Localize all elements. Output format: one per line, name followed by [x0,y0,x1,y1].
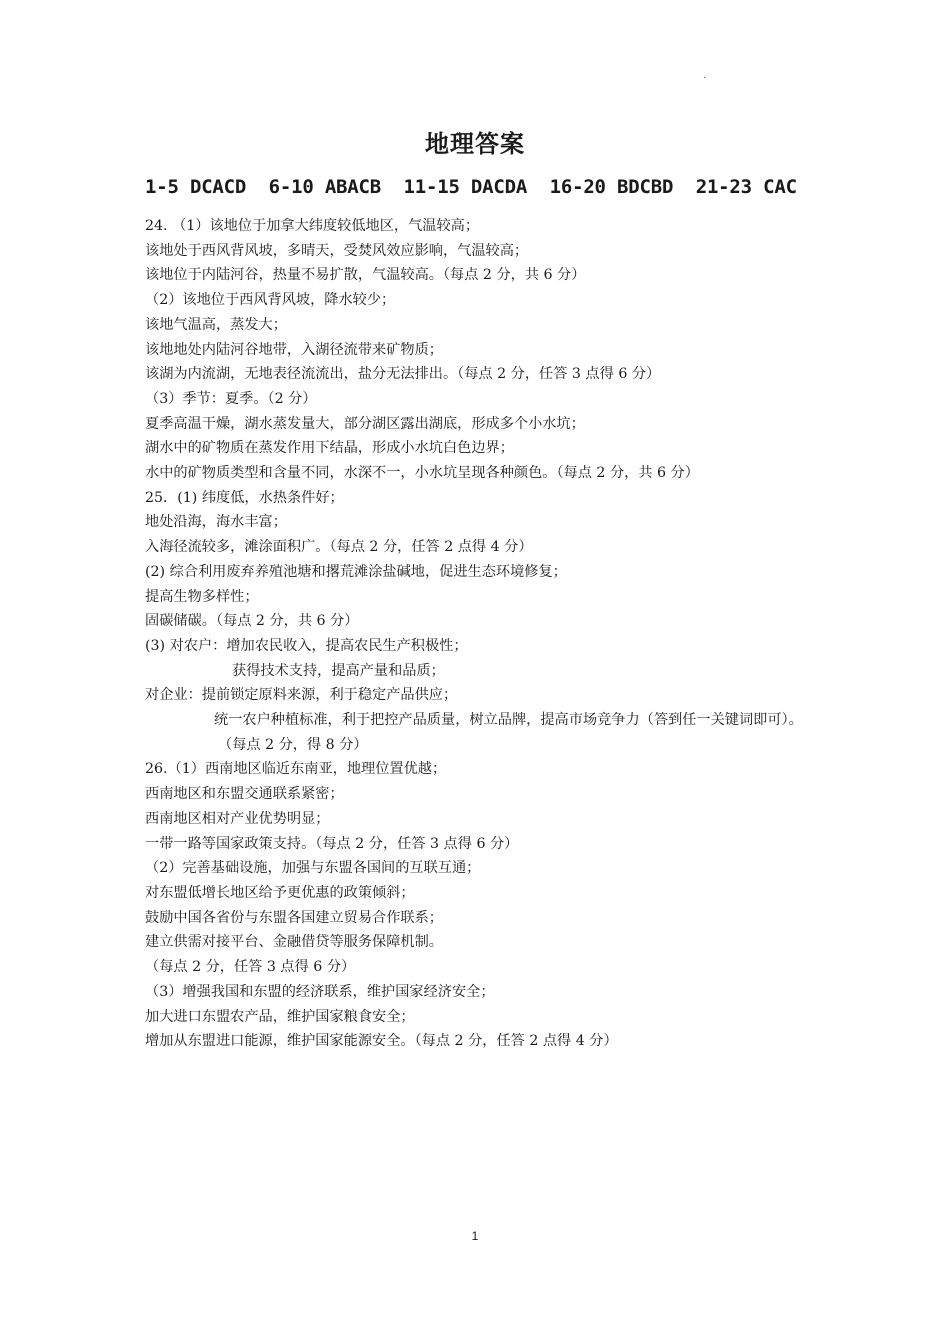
answer-line: 该地位于内陆河谷，热量不易扩散，气温较高。（每点 2 分，共 6 分） [145,267,586,284]
answer-line-text: 统一农户种植标准，利于把控产品质量，树立品牌，提高市场竞争力（答到任一关键词即可）。 [214,712,803,729]
answer-line: 该地气温高，蒸发大； [145,316,287,333]
answer-line [145,708,817,733]
answer-line: （3）季节：夏季。（2 分） [145,390,317,407]
answer-line: 西南地区和东盟交通联系紧密； [145,786,344,803]
answer-line: 增加从东盟进口能源，维护国家能源安全。（每点 2 分，任答 2 点得 4 分） [145,1033,618,1050]
answer-line: （2）完善基础设施，加强与东盟各国间的互联互通； [145,860,481,877]
answer-line: 该湖为内流湖，无地表径流流出，盐分无法排出。（每点 2 分，任答 3 点得 6 分） [145,366,661,383]
page-number: 1 [471,1229,479,1243]
answer-line: 固碳储碳。（每点 2 分，共 6 分） [145,613,359,630]
answer-line: 湖水中的矿物质在蒸发作用下结晶，形成小水坑白色边界； [145,440,514,457]
answer-line: 西南地区相对产业优势明显； [145,810,330,827]
answer-line: 夏季高温干燥，湖水蒸发量大，部分湖区露出湖底，形成多个小水坑； [145,415,585,432]
answer-line: 入海径流较多，滩涂面积广。（每点 2 分，任答 2 点得 4 分） [145,539,533,556]
answer-line: （3）增强我国和东盟的经济联系，维护国家经济安全； [145,983,495,1000]
answer-line: 25．(1) 纬度低，水热条件好； [145,489,344,506]
answer-line: 对企业：提前锁定原料来源，利于稳定产品供应； [145,687,458,704]
answer-line: （2）该地位于西风背风坡，降水较少； [145,292,396,309]
answer-line: 加大进口东盟农产品，维护国家粮食安全； [145,1008,415,1025]
page-title: 地理答案 [425,130,525,158]
header-mark: . [703,70,707,81]
answer-line: 对东盟低增长地区给予更优惠的政策倾斜； [145,884,415,901]
answer-line: （每点 2 分，任答 3 点得 6 分） [145,959,356,976]
answer-line: 获得技术支持，提高产量和品质； [232,662,445,679]
answer-line: 鼓励中国各省份与东盟各国建立贸易合作联系； [145,909,443,926]
answer-line: 该地地处内陆河谷地带，入湖径流带来矿物质； [145,341,443,358]
answer-line: (3) 对农户：增加农民收入，提高农民生产积极性； [145,637,468,654]
answer-line: 一带一路等国家政策支持。（每点 2 分，任答 3 点得 6 分） [145,835,519,852]
answer-line: 提高生物多样性； [145,588,259,605]
answer-line: 水中的矿物质类型和含量不同，水深不一，小水坑呈现各种颜色。（每点 2 分，共 6 分） [145,465,699,482]
answer-line: （每点 2 分，得 8 分） [218,736,368,753]
answer-line: 地处沿海，海水丰富； [145,514,287,531]
choice-answers: 1-5 DCACD 6-10 ABACB 11-15 DACDA 16-20 BDCBD 21-23 CAC [145,176,797,198]
answer-line: 该地处于西风背风坡，多晴天，受焚风效应影响，气温较高； [145,242,529,259]
answer-body [145,214,817,1054]
answer-line: 建立供需对接平台、金融借贷等服务保障机制。 [145,934,443,951]
answer-line: (2) 综合利用废弃养殖池塘和撂荒滩涂盐碱地，促进生态环境修复； [145,563,567,580]
answer-line: 24. （1）该地位于加拿大纬度较低地区，气温较高； [145,218,480,234]
answer-line: 26.（1）西南地区临近东南亚，地理位置优越； [145,761,447,778]
